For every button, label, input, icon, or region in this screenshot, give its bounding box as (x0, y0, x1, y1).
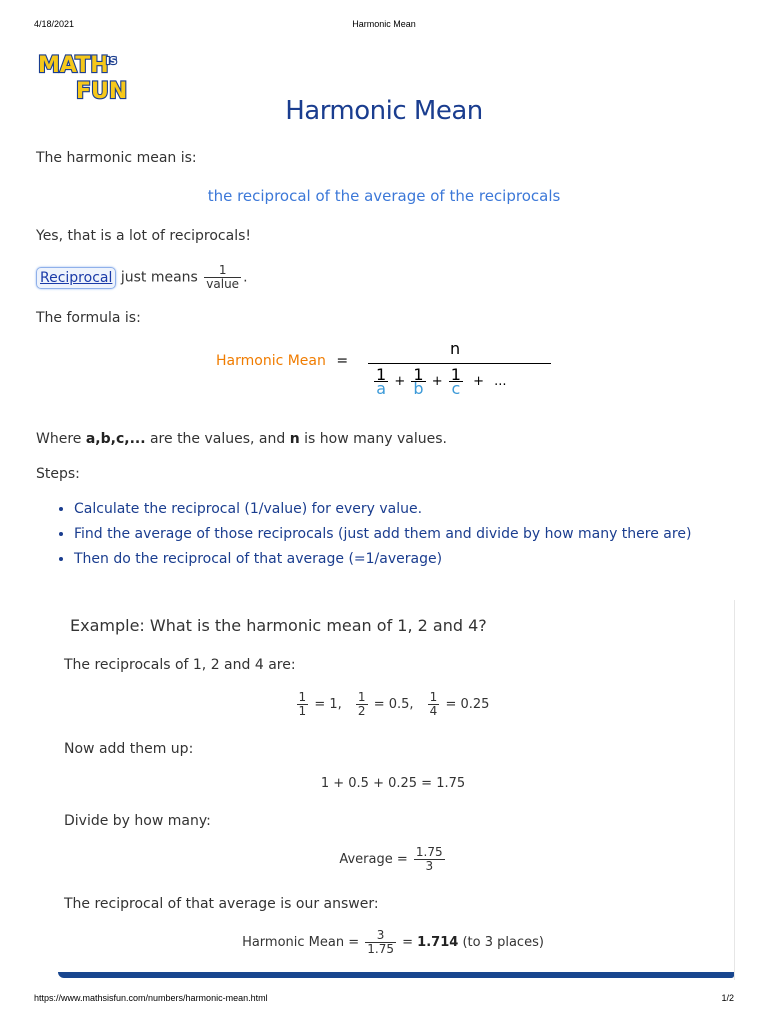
formula-label-text: Harmonic Mean (216, 353, 326, 369)
example-divide-intro: Divide by how many: (64, 813, 211, 829)
where-pre: Where (36, 431, 86, 447)
answer-note: (to 3 places) (462, 935, 544, 950)
answer-fraction (365, 929, 396, 956)
term-b (411, 365, 425, 398)
example-box-bottom-bar (58, 972, 734, 978)
reciprocal-one (297, 691, 309, 718)
steps-list (54, 501, 754, 576)
result: = 1, (314, 697, 342, 712)
reciprocal-two (356, 691, 368, 718)
plus-sign: + (431, 374, 443, 389)
term-a (374, 365, 388, 398)
where-n: n (289, 431, 300, 447)
term-b-num: 1 (413, 365, 424, 384)
result: = 0.5, (373, 697, 414, 712)
example-title: Example: What is the harmonic mean of 1, 2 and 4? (70, 616, 487, 635)
where-post: is how many values. (299, 431, 447, 447)
formula-fraction-bar (368, 363, 551, 364)
num: 1.75 (415, 845, 443, 859)
plus-sign: + (473, 374, 484, 389)
example-sum: 1 + 0.5 + 0.25 = 1.75 (320, 776, 466, 791)
answer-label: Harmonic Mean = (242, 935, 360, 950)
example-reciprocals-intro: The reciprocals of 1, 2 and 4 are: (64, 657, 296, 673)
list-item: • Find the average of those reciprocals (just add them and divide by how many there are) (74, 526, 754, 542)
den: 2 (357, 704, 366, 718)
reciprocal-end: . (243, 269, 248, 286)
formula-denominator (372, 365, 507, 398)
reciprocal-link[interactable]: Reciprocal (36, 267, 116, 289)
print-title: Harmonic Mean (352, 19, 416, 29)
answer-equals: = (402, 935, 414, 950)
den: 1.75 (367, 942, 394, 956)
term-a-den: a (374, 381, 388, 395)
reciprocal-text: just means (120, 269, 198, 286)
den: 4 (429, 704, 438, 718)
average-label: Average = (339, 852, 408, 867)
ellipsis: ... (494, 374, 507, 389)
page-title: Harmonic Mean (285, 96, 483, 126)
logo-word-math: MATH (38, 53, 109, 78)
example-answer-intro: The reciprocal of that average is our answer: (64, 896, 379, 912)
term-a-num: 1 (376, 365, 387, 384)
where-text (36, 431, 447, 447)
print-date: 4/18/2021 (34, 19, 75, 29)
example-reciprocals (0, 691, 768, 718)
formula-numerator: n (450, 339, 461, 358)
steps-label: Steps: (36, 466, 80, 482)
formula-label (216, 353, 348, 369)
fraction-denominator: value (206, 277, 240, 291)
den: 3 (414, 859, 445, 873)
highlight-text: the reciprocal of the average of the reciprocals (207, 187, 561, 205)
term-c-den: c (449, 381, 463, 395)
num: 1 (357, 690, 366, 704)
fraction-numerator: 1 (218, 263, 227, 277)
num: 1 (429, 690, 438, 704)
print-page-number: 1/2 (721, 993, 734, 1003)
result: = 0.25 (445, 697, 490, 712)
logo-word-is: IS (106, 56, 117, 67)
list-item: • Calculate the reciprocal (1/value) for every value. (74, 501, 754, 517)
formula-intro: The formula is: (36, 310, 141, 326)
den: 1 (298, 704, 307, 718)
logo-word-fun: FUN (76, 79, 128, 104)
where-vars: a,b,c,... (85, 431, 146, 447)
formula-equals: = (336, 353, 349, 369)
reciprocal-fraction (204, 264, 241, 291)
answer-value: 1.714 (417, 935, 459, 950)
remark-text: Yes, that is a lot of reciprocals! (36, 228, 252, 244)
num: 3 (376, 928, 385, 942)
example-answer (0, 929, 768, 956)
example-average (0, 846, 768, 873)
average-fraction (414, 846, 445, 873)
intro-text: The harmonic mean is: (36, 150, 197, 166)
term-b-den: b (411, 381, 425, 395)
reciprocal-four (428, 691, 440, 718)
print-url: https://www.mathsisfun.com/numbers/harmonic-mean.html (34, 993, 268, 1003)
num: 1 (298, 690, 307, 704)
reciprocal-definition (36, 264, 248, 291)
plus-sign: + (394, 374, 406, 389)
where-mid: are the values, and (145, 431, 290, 447)
term-c (449, 365, 463, 398)
term-c-num: 1 (450, 365, 461, 384)
example-add-intro: Now add them up: (64, 741, 194, 757)
list-item: • Then do the reciprocal of that average (=1/average) (74, 551, 754, 567)
